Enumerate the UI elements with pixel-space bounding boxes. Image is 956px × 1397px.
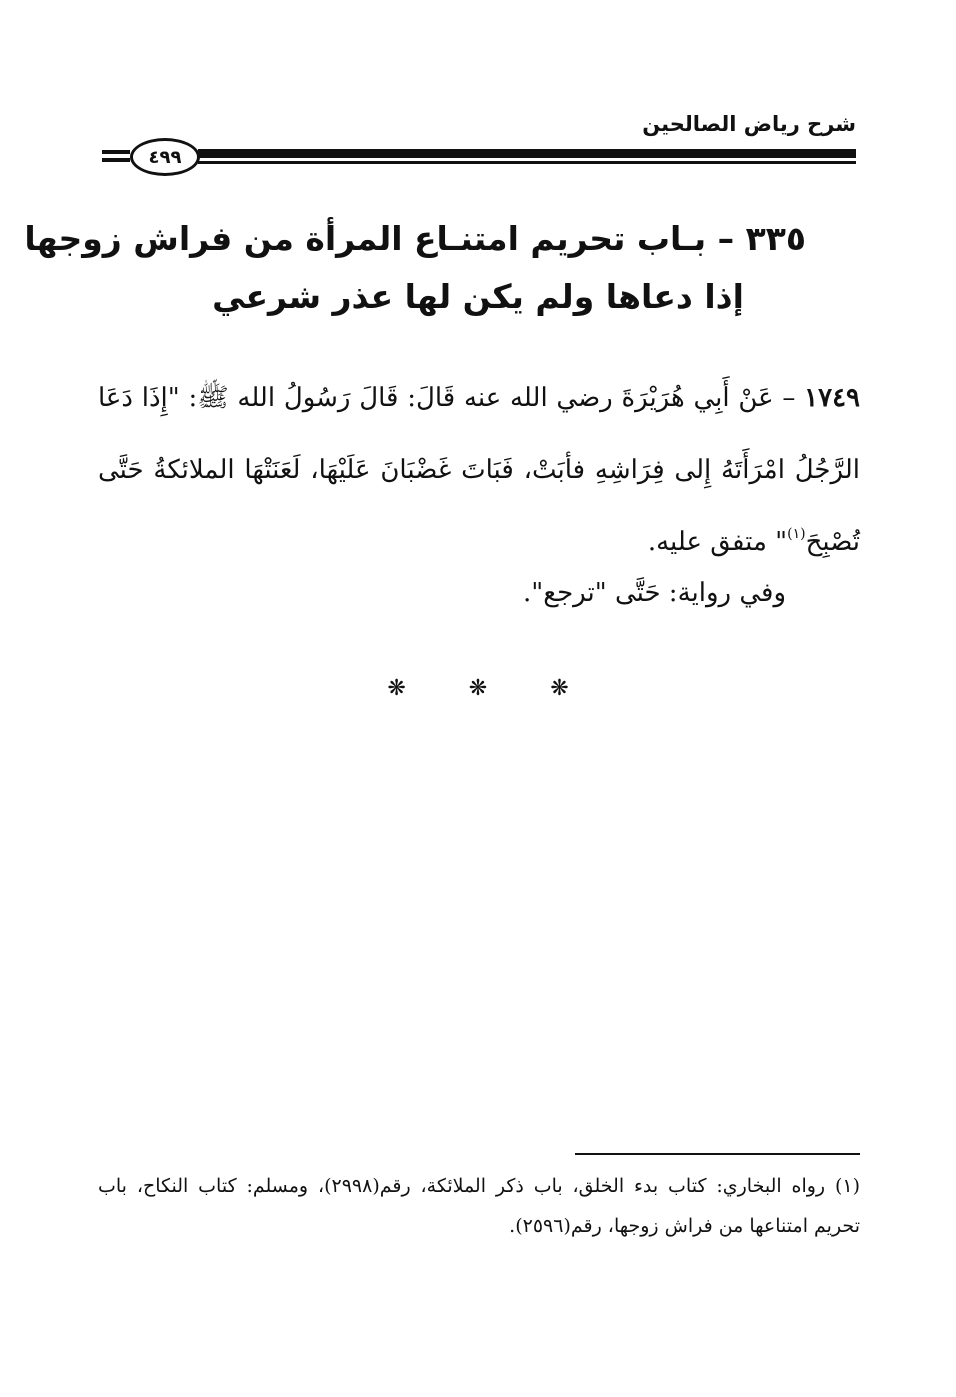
footnote-text: (١) رواه البخاري: كتاب بدء الخلق، باب ذكر الملائكة، رقم(٢٩٩٨)، ومسلم: كتاب النكاح، باب تحريم امتناعها من فراش زوجها، رقم(٢٥٩٦). [98,1175,860,1237]
hadith-body: – عَنْ أَبِي هُرَيْرَةَ رضي الله عنه قَالَ: قَالَ رَسُولُ الله ﷺ: "إِذَا دَعَا الرَّجُلُ امْرَأَتَهُ إِلى فِرَاشِهِ فأبَتْ، فَبَاتَ غَضْبَانَ عَلَيْهَا، لَعَنَتْهَا الملائكةُ حَتَّى تُصْبِحَ [98,383,860,557]
hadith-paragraph [98,362,860,578]
header-rule [198,149,856,165]
header-rule-thin [198,161,856,164]
running-title: شرح رياض الصالحين [642,112,856,136]
chapter-heading [24,210,806,326]
hadith-number: ١٧٤٩ [804,383,861,413]
page-number: ٤٩٩ [148,146,182,168]
section-separator: ❋ ❋ ❋ [387,676,597,701]
page-number-line [102,158,130,162]
footnote-marker[interactable]: (١) [787,526,806,542]
riwaya-note: وفي رواية: حَتَّى "ترجع". [523,578,786,608]
footnote [98,1166,860,1246]
chapter-heading-line-2: إذا دعاها ولم يكن لها عذر شرعي [212,277,744,316]
page-number-lines [102,150,130,164]
page-number-badge [130,138,200,176]
footnote-rule [575,1153,860,1155]
hadith-text [98,362,860,578]
chapter-heading-line-1: ٣٣٥ – بـاب تحريم امتنـاع المرأة من فراش زوجها [24,219,806,258]
page-number-line [102,150,130,154]
hadith-ending: " متفق عليه. [647,527,788,557]
header-rule-thick [198,149,856,158]
